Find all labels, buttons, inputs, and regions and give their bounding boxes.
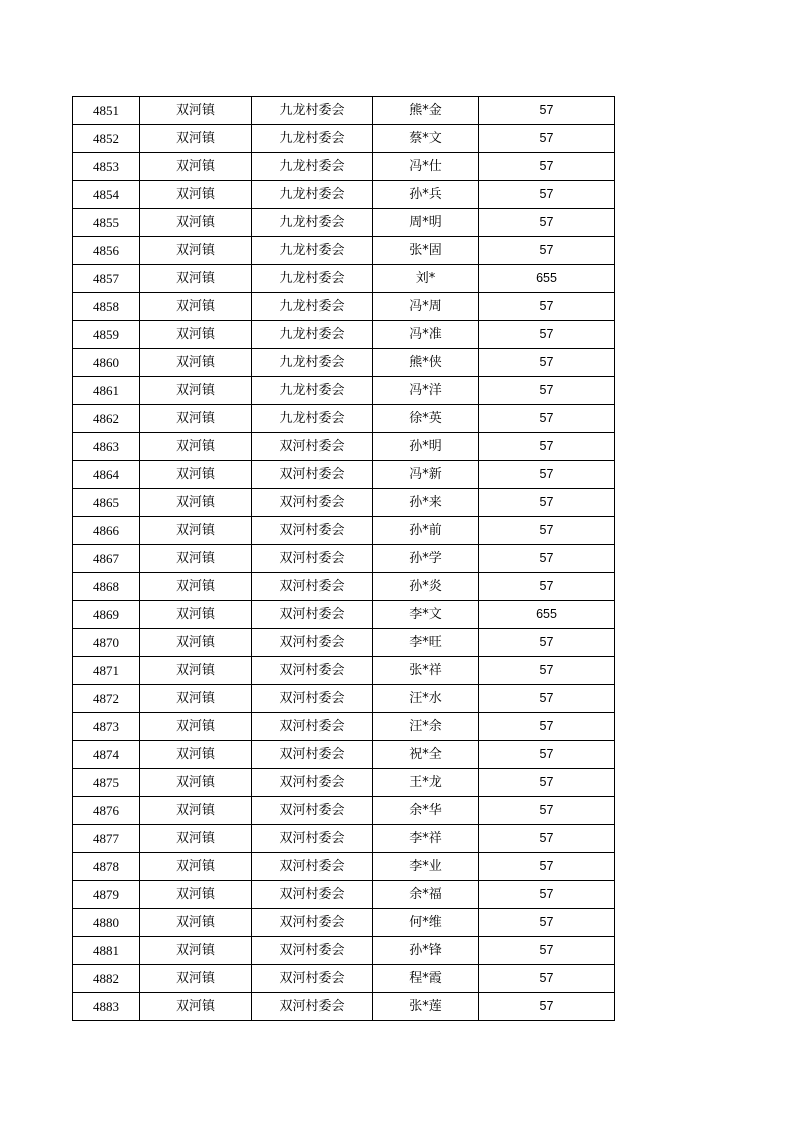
cell-village-committee: 双河村委会 [252, 881, 373, 909]
cell-town: 双河镇 [140, 713, 252, 741]
cell-amount: 57 [479, 293, 615, 321]
cell-village-committee: 双河村委会 [252, 657, 373, 685]
cell-serial-number: 4880 [73, 909, 140, 937]
cell-person-name: 孙*学 [373, 545, 479, 573]
cell-serial-number: 4864 [73, 461, 140, 489]
cell-serial-number: 4851 [73, 97, 140, 125]
cell-amount: 57 [479, 797, 615, 825]
cell-village-committee: 九龙村委会 [252, 181, 373, 209]
cell-town: 双河镇 [140, 937, 252, 965]
cell-amount: 57 [479, 741, 615, 769]
table-row [73, 489, 615, 517]
cell-amount: 57 [479, 181, 615, 209]
cell-village-committee: 双河村委会 [252, 713, 373, 741]
cell-amount: 57 [479, 153, 615, 181]
cell-town: 双河镇 [140, 321, 252, 349]
cell-village-committee: 双河村委会 [252, 769, 373, 797]
cell-town: 双河镇 [140, 741, 252, 769]
cell-person-name: 周*明 [373, 209, 479, 237]
table-row [73, 937, 615, 965]
table-row [73, 601, 615, 629]
cell-serial-number: 4852 [73, 125, 140, 153]
cell-village-committee: 九龙村委会 [252, 97, 373, 125]
cell-serial-number: 4855 [73, 209, 140, 237]
table-row [73, 433, 615, 461]
table-row [73, 293, 615, 321]
cell-person-name: 蔡*文 [373, 125, 479, 153]
table-row [73, 97, 615, 125]
table-row [73, 797, 615, 825]
table-row [73, 993, 615, 1021]
cell-amount: 57 [479, 853, 615, 881]
cell-amount: 57 [479, 349, 615, 377]
cell-village-committee: 九龙村委会 [252, 377, 373, 405]
cell-town: 双河镇 [140, 881, 252, 909]
cell-village-committee: 双河村委会 [252, 629, 373, 657]
table-row [73, 237, 615, 265]
cell-village-committee: 双河村委会 [252, 433, 373, 461]
cell-person-name: 汪*余 [373, 713, 479, 741]
cell-town: 双河镇 [140, 489, 252, 517]
cell-serial-number: 4854 [73, 181, 140, 209]
cell-person-name: 李*业 [373, 853, 479, 881]
cell-amount: 57 [479, 769, 615, 797]
cell-serial-number: 4861 [73, 377, 140, 405]
table-row [73, 629, 615, 657]
cell-person-name: 李*文 [373, 601, 479, 629]
cell-town: 双河镇 [140, 517, 252, 545]
cell-serial-number: 4859 [73, 321, 140, 349]
cell-town: 双河镇 [140, 797, 252, 825]
cell-town: 双河镇 [140, 685, 252, 713]
table-row [73, 769, 615, 797]
cell-village-committee: 双河村委会 [252, 825, 373, 853]
cell-serial-number: 4883 [73, 993, 140, 1021]
cell-town: 双河镇 [140, 545, 252, 573]
cell-town: 双河镇 [140, 97, 252, 125]
cell-serial-number: 4867 [73, 545, 140, 573]
cell-town: 双河镇 [140, 293, 252, 321]
cell-town: 双河镇 [140, 965, 252, 993]
cell-amount: 57 [479, 965, 615, 993]
cell-town: 双河镇 [140, 181, 252, 209]
cell-amount: 655 [479, 601, 615, 629]
cell-amount: 57 [479, 629, 615, 657]
table-row [73, 377, 615, 405]
cell-serial-number: 4882 [73, 965, 140, 993]
table-row [73, 125, 615, 153]
cell-serial-number: 4853 [73, 153, 140, 181]
cell-village-committee: 九龙村委会 [252, 405, 373, 433]
cell-village-committee: 双河村委会 [252, 797, 373, 825]
cell-amount: 57 [479, 517, 615, 545]
cell-serial-number: 4870 [73, 629, 140, 657]
cell-amount: 57 [479, 909, 615, 937]
cell-town: 双河镇 [140, 125, 252, 153]
cell-village-committee: 双河村委会 [252, 853, 373, 881]
cell-amount: 57 [479, 321, 615, 349]
cell-serial-number: 4878 [73, 853, 140, 881]
cell-amount: 57 [479, 97, 615, 125]
cell-town: 双河镇 [140, 657, 252, 685]
cell-person-name: 孙*兵 [373, 181, 479, 209]
cell-amount: 57 [479, 125, 615, 153]
cell-person-name: 王*龙 [373, 769, 479, 797]
cell-serial-number: 4862 [73, 405, 140, 433]
cell-village-committee: 九龙村委会 [252, 125, 373, 153]
cell-village-committee: 双河村委会 [252, 937, 373, 965]
cell-amount: 57 [479, 237, 615, 265]
cell-town: 双河镇 [140, 405, 252, 433]
cell-serial-number: 4866 [73, 517, 140, 545]
cell-village-committee: 双河村委会 [252, 993, 373, 1021]
cell-person-name: 孙*明 [373, 433, 479, 461]
cell-person-name: 李*旺 [373, 629, 479, 657]
cell-village-committee: 双河村委会 [252, 909, 373, 937]
table-row [73, 265, 615, 293]
cell-town: 双河镇 [140, 909, 252, 937]
table-row [73, 965, 615, 993]
cell-person-name: 熊*金 [373, 97, 479, 125]
cell-amount: 57 [479, 573, 615, 601]
cell-town: 双河镇 [140, 573, 252, 601]
cell-village-committee: 九龙村委会 [252, 209, 373, 237]
cell-amount: 57 [479, 713, 615, 741]
cell-town: 双河镇 [140, 209, 252, 237]
cell-town: 双河镇 [140, 601, 252, 629]
cell-town: 双河镇 [140, 825, 252, 853]
cell-town: 双河镇 [140, 629, 252, 657]
cell-serial-number: 4881 [73, 937, 140, 965]
cell-town: 双河镇 [140, 769, 252, 797]
cell-serial-number: 4877 [73, 825, 140, 853]
table-row [73, 321, 615, 349]
cell-amount: 57 [479, 825, 615, 853]
cell-amount: 57 [479, 881, 615, 909]
cell-amount: 57 [479, 405, 615, 433]
table-row [73, 909, 615, 937]
cell-village-committee: 双河村委会 [252, 489, 373, 517]
cell-person-name: 张*祥 [373, 657, 479, 685]
cell-amount: 57 [479, 657, 615, 685]
cell-person-name: 祝*全 [373, 741, 479, 769]
table-row [73, 685, 615, 713]
table-body [73, 97, 615, 1021]
cell-amount: 655 [479, 265, 615, 293]
cell-village-committee: 双河村委会 [252, 965, 373, 993]
cell-serial-number: 4876 [73, 797, 140, 825]
cell-town: 双河镇 [140, 461, 252, 489]
table-row [73, 349, 615, 377]
cell-village-committee: 双河村委会 [252, 545, 373, 573]
cell-village-committee: 双河村委会 [252, 573, 373, 601]
cell-village-committee: 九龙村委会 [252, 349, 373, 377]
cell-person-name: 冯*洋 [373, 377, 479, 405]
cell-village-committee: 九龙村委会 [252, 265, 373, 293]
cell-town: 双河镇 [140, 853, 252, 881]
cell-village-committee: 双河村委会 [252, 517, 373, 545]
cell-serial-number: 4858 [73, 293, 140, 321]
cell-person-name: 熊*侠 [373, 349, 479, 377]
cell-person-name: 孙*炎 [373, 573, 479, 601]
table-row [73, 209, 615, 237]
cell-amount: 57 [479, 377, 615, 405]
table-row [73, 573, 615, 601]
cell-person-name: 余*福 [373, 881, 479, 909]
table-row [73, 181, 615, 209]
cell-serial-number: 4860 [73, 349, 140, 377]
table-row [73, 461, 615, 489]
subsidy-table [72, 96, 615, 1021]
cell-amount: 57 [479, 489, 615, 517]
cell-amount: 57 [479, 685, 615, 713]
cell-village-committee: 九龙村委会 [252, 237, 373, 265]
cell-serial-number: 4869 [73, 601, 140, 629]
cell-town: 双河镇 [140, 237, 252, 265]
cell-person-name: 余*华 [373, 797, 479, 825]
cell-amount: 57 [479, 461, 615, 489]
table-row [73, 405, 615, 433]
table-row [73, 853, 615, 881]
table-row [73, 713, 615, 741]
cell-person-name: 张*莲 [373, 993, 479, 1021]
cell-person-name: 冯*仕 [373, 153, 479, 181]
cell-serial-number: 4875 [73, 769, 140, 797]
cell-town: 双河镇 [140, 993, 252, 1021]
cell-amount: 57 [479, 937, 615, 965]
cell-person-name: 孙*锋 [373, 937, 479, 965]
cell-serial-number: 4868 [73, 573, 140, 601]
cell-serial-number: 4879 [73, 881, 140, 909]
cell-village-committee: 九龙村委会 [252, 321, 373, 349]
cell-serial-number: 4874 [73, 741, 140, 769]
cell-amount: 57 [479, 993, 615, 1021]
cell-serial-number: 4856 [73, 237, 140, 265]
cell-serial-number: 4865 [73, 489, 140, 517]
cell-village-committee: 双河村委会 [252, 685, 373, 713]
table-row [73, 153, 615, 181]
cell-person-name: 何*维 [373, 909, 479, 937]
cell-serial-number: 4863 [73, 433, 140, 461]
cell-person-name: 冯*准 [373, 321, 479, 349]
cell-village-committee: 双河村委会 [252, 461, 373, 489]
cell-person-name: 李*祥 [373, 825, 479, 853]
cell-serial-number: 4871 [73, 657, 140, 685]
table-row [73, 545, 615, 573]
cell-serial-number: 4857 [73, 265, 140, 293]
cell-person-name: 张*固 [373, 237, 479, 265]
table-row [73, 517, 615, 545]
cell-town: 双河镇 [140, 377, 252, 405]
cell-amount: 57 [479, 209, 615, 237]
cell-person-name: 汪*水 [373, 685, 479, 713]
table-row [73, 657, 615, 685]
cell-person-name: 孙*前 [373, 517, 479, 545]
cell-town: 双河镇 [140, 153, 252, 181]
cell-amount: 57 [479, 433, 615, 461]
cell-village-committee: 九龙村委会 [252, 153, 373, 181]
cell-town: 双河镇 [140, 433, 252, 461]
table-row [73, 881, 615, 909]
cell-village-committee: 九龙村委会 [252, 293, 373, 321]
cell-town: 双河镇 [140, 349, 252, 377]
table-row [73, 741, 615, 769]
cell-village-committee: 双河村委会 [252, 601, 373, 629]
cell-person-name: 孙*来 [373, 489, 479, 517]
cell-serial-number: 4873 [73, 713, 140, 741]
cell-person-name: 冯*周 [373, 293, 479, 321]
cell-village-committee: 双河村委会 [252, 741, 373, 769]
cell-serial-number: 4872 [73, 685, 140, 713]
cell-person-name: 冯*新 [373, 461, 479, 489]
cell-person-name: 刘* [373, 265, 479, 293]
table-row [73, 825, 615, 853]
cell-amount: 57 [479, 545, 615, 573]
cell-person-name: 程*霞 [373, 965, 479, 993]
cell-town: 双河镇 [140, 265, 252, 293]
cell-person-name: 徐*英 [373, 405, 479, 433]
